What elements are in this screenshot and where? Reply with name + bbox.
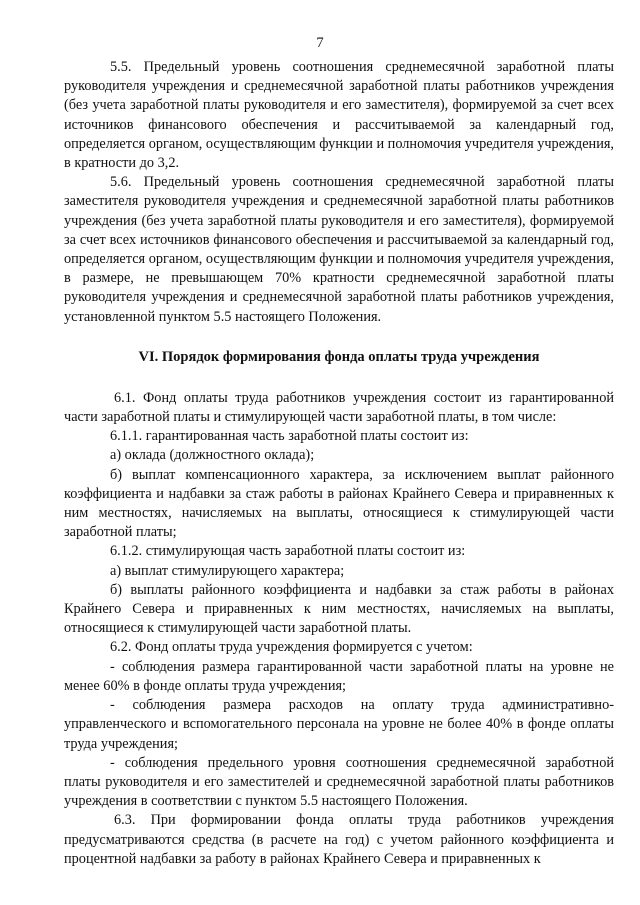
list-item-6-2-2: - соблюдения размера расходов на оплату труда административно-управленческого и вспомогательного персонала на уровне не более 40% в фонде оплаты труда учреждения; [64, 697, 614, 752]
list-item-6-1-1-b: б) выплат компенсационного характера, за исключением выплат районного коэффициента и надбавки за стаж работы в районах Крайнего Севера и приравненных к ним местностях, начисляемых на выплаты, относящиеся к стимулирующей части заработной платы; [64, 466, 614, 541]
paragraph-5-5: 5.5. Предельный уровень соотношения среднемесячной заработной платы руководителя учреждения и среднемесячной заработной платы работников учреждения (без учета заработной платы руководителя и его заместителя), формируемой за счет всех источников финансового обеспечения и рассчитываемой за календарный год, определяется органом, осуществляющим функции и полномочия учредителя учреждения, в кратности до 3,2. [64, 59, 615, 172]
paragraph-5-6: 5.6. Предельный уровень соотношения среднемесячной заработной платы заместителя руководителя учреждения и среднемесячной заработной платы работников учреждения (без учета заработной платы руководителя и его заместителя), формируемой за счет всех источников финансового обеспечения и рассчитываемой за календарный год, определяется органом, осуществляющим функции и полномочия учредителя учреждения, в размере, не превышающем 70% кратности среднемесячной заработной платы руководителя учреждения и среднемесячной заработной платы работников учреждения, установленной пунктом 5.5 настоящего Положения. [64, 174, 615, 325]
list-item-6-1-1-a: а) оклада (должностного оклада); [110, 447, 315, 464]
paragraph-6-1: 6.1. Фонд оплаты труда работников учреждения состоит из гарантированной части заработной платы и стимулирующей части заработной платы, в том числе: [64, 389, 614, 426]
document-body [64, 58, 614, 869]
list-item-6-1-2-a: а) выплат стимулирующего характера; [110, 562, 345, 579]
page-number: 7 [316, 35, 324, 51]
list-item-6-2-1: - соблюдения размера гарантированной части заработной платы на уровне не менее 60% в фонде оплаты труда учреждения; [64, 658, 614, 694]
paragraph-6-3: 6.3. При формировании фонда оплаты труда работников учреждения предусматриваются средства (в расчете на год) с учетом районного коэффициента и процентной надбавки за работу в районах Крайнего Севера и приравненных к [64, 812, 614, 867]
list-item-6-2-3: - соблюдения предельного уровня соотношения среднемесячной заработной платы руководителя и его заместителей и среднемесячной заработной платы работников учреждения в соответствии с пунктом 5.5 настоящего Положения. [64, 754, 614, 810]
section-heading: VI. Порядок формирования фонда оплаты труда учреждения [138, 348, 540, 365]
paragraph-6-2: 6.2. Фонд оплаты труда учреждения формируется с учетом: [110, 639, 473, 656]
paragraph-6-1-2: 6.1.2. стимулирующая часть заработной платы состоит из: [110, 543, 466, 560]
list-item-6-1-2-b: б) выплаты районного коэффициента и надбавки за стаж работы в районах Крайнего Севера и приравненных к ним местностях, начисляемых на выплаты, относящиеся к стимулирующей части заработной платы. [64, 581, 614, 637]
paragraph-6-1-1: 6.1.1. гарантированная часть заработной платы состоит из: [110, 428, 469, 445]
